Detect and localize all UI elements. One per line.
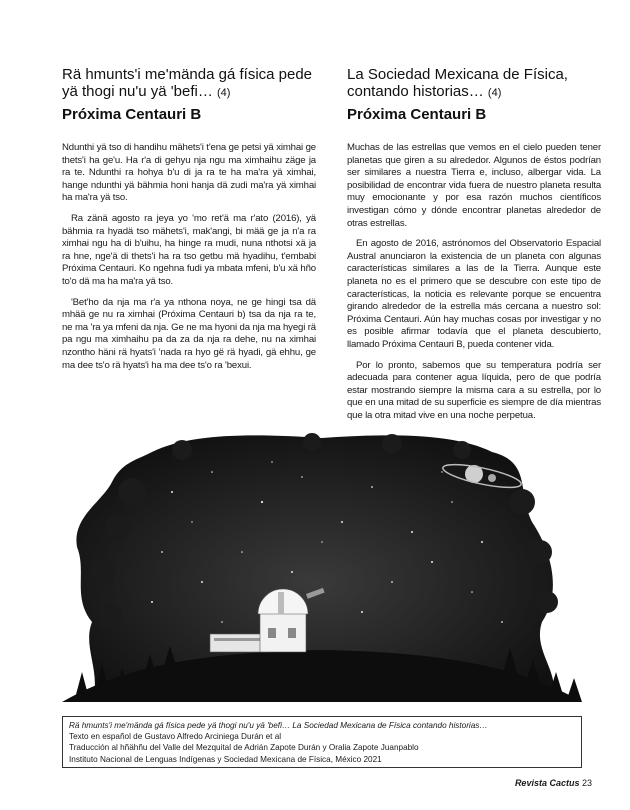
right-body	[347, 142, 601, 422]
left-column	[62, 66, 316, 380]
credits-title: Rä hmunts'i me'mända gá física pede yä thogi nu'u yä 'befi… La Sociedad Mexicana de Física contando historias…	[69, 721, 488, 730]
right-article-title	[347, 66, 601, 102]
right-paragraph-1: Muchas de las estrellas que vemos en el cielo pueden tener planetas que giren a su alrededor. Algunos de éstos podrían ser similares a nuestra Tierra e, incluso, albergar vida. La posibilidad de encontrar vida fuera de nuestro planeta resulta muy emocionante y por esa razón muchos científicos investigan cómo y dónde encontrar planetas alrededor de otras estrellas.	[347, 142, 601, 229]
credits-translation: Traducción al hñähñu del Valle del Mezquital de Adrián Zapote Durán y Oralia Zapote Juanpablo	[69, 743, 419, 753]
left-title-text: Rä hmunts'i me'mända gá física pede yä thogi nu'u yä 'befi…	[62, 66, 313, 100]
right-paragraph-2: En agosto de 2016, astrónomos del Observatorio Espacial Austral anunciaron la existencia de un planeta con algunas características similares a las de la Tierra. Aunque este planeta no es el primero que se descubre con este tipo de características, la noticia es relevante porque se encuentra girando alrededor de la estrella más cercana a nuestro sol: Próxima Centauri. Aún hay muchas cosas por investigar y no es posible afirmar todavía que el planeta descubierto, llamado Próxima Centauri B, pueda contener vida.	[347, 238, 601, 350]
credits-box	[62, 716, 582, 768]
left-paragraph-3: 'Bet'ho da nja ma r'a ya nthona noya, ne ge hingi tsa dä mhää ge nu ra ximhai (Próxima Centauri b) tsa da nja ra te, ne ma 'ra ya mfeni da nja. Ge ne ma hyoni da nja ma hyegi rä pa ngu ma ximhaihu pa da za da nja ra dehe, nu na ximhai nzontho häni rä hyats'i 'nada ra hyo gë rä hyadi, gä ehhu, ge ma dee ts'o rä hyats'i ha ma dee ts'o ra 'bexui.	[62, 296, 316, 371]
page-footer	[515, 778, 592, 788]
right-paragraph-3: Por lo pronto, sabemos que su temperatura podría ser adecuada para contener agua líquida, pero de que podría estar mostrando siempre la misma cara a su estrella, por lo que en una mitad de su superficie es siempre de día mientras que la otra mitad vive en una noche perpetua.	[347, 359, 601, 421]
right-title-text: La Sociedad Mexicana de Física, contando historias…	[347, 66, 568, 100]
credits-author: Texto en español de Gustavo Alfredo Arciniega Durán et al	[69, 732, 282, 742]
left-title-number: (4)	[217, 87, 231, 99]
right-column	[347, 66, 601, 430]
left-article-title	[62, 66, 316, 102]
right-subtitle: Próxima Centauri B	[347, 106, 487, 123]
observatory-illustration	[62, 432, 582, 712]
left-body	[62, 142, 316, 372]
left-subtitle: Próxima Centauri B	[62, 106, 202, 123]
credits-publisher: Instituto Nacional de Lenguas Indígenas y Sociedad Mexicana de Física, México 2021	[69, 754, 382, 764]
page-number: 23	[581, 778, 592, 788]
right-title-number: (4)	[487, 87, 502, 99]
left-paragraph-2: Ra zänä agosto ra jeya yo 'mo ret'ä ma r'ato (2016), yä bähmia ra hyadä tso mähets'i, mak'angi, bi mää ge ja n'a ra ximhai ngu ha di b'uihu, ha hinge ra mudi, nuna nthotsi xä ja ra hne, nge'ä di thets'i ha ra tso getbu mä hyadihu, t'embabi Próxima Centauri. Ko ngehna fudi ya mbata mfeni, b'u xä hño to'o dä ma ha ma'ra yä tso.	[62, 212, 316, 287]
magazine-name: Revista Cactus	[514, 778, 580, 788]
left-paragraph-1: Ndunthi yä tso di handihu mähets'i t'ena ge petsi yä ximhai ge thets'i ha ge'u. Ha r'a di gehyu nja ngu ma ximhaihu zäge ja ra te. Ndunthi ra hohya b'u di ja ra te ha ma'ra yä ximhai, hange ndunthi yä bähmia honi hanja dä zudi ma'ra yä ximhai ha ma'ra yä tso.	[62, 142, 316, 204]
